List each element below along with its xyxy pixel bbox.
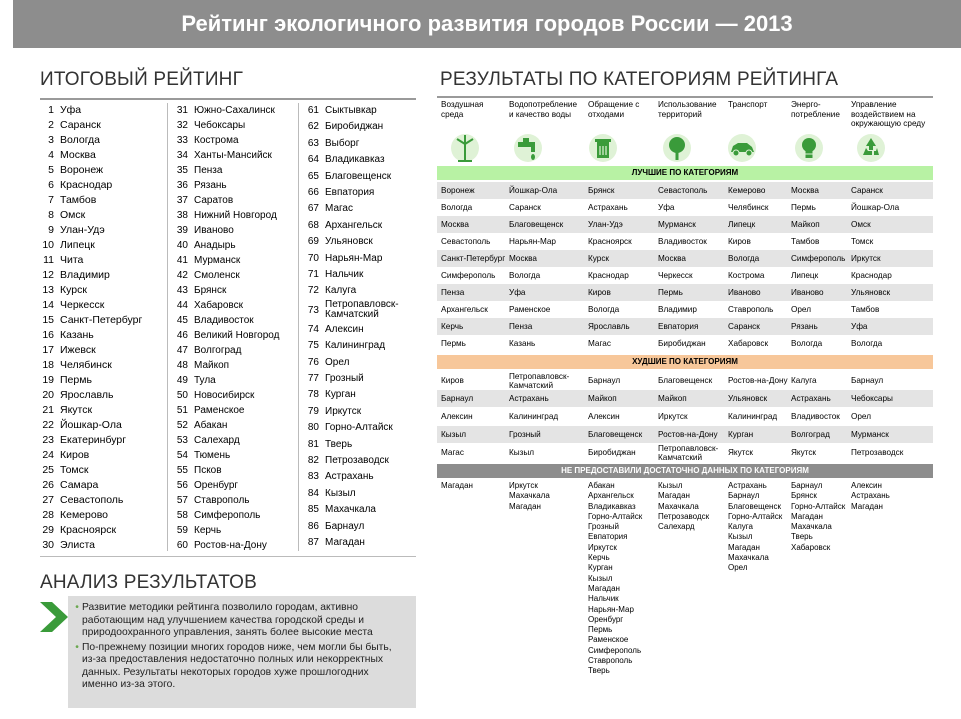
category-header: Использование территорий: [658, 100, 717, 119]
page-title: Рейтинг экологичного развития городов России — 2013: [181, 11, 793, 36]
ranking-item: 87 Магадан: [307, 537, 365, 548]
ranking-item: 20 Ярославль: [42, 389, 114, 401]
ranking-bottom-rule: [40, 556, 416, 557]
table-cell: Рязань: [791, 322, 818, 331]
table-cell: Красноярск: [588, 237, 632, 246]
table-cell: Москва: [791, 186, 819, 195]
ranking-item: 84 Кызыл: [307, 487, 356, 499]
insufficient-data-column: [728, 481, 782, 574]
list-item: Магадан: [441, 481, 473, 490]
ranking-item: 19 Пермь: [42, 374, 92, 386]
list-item: Тверь: [791, 532, 813, 542]
ranking-item: 83 Астрахань: [307, 471, 374, 483]
table-cell: Ульяновск: [728, 394, 768, 403]
table-cell: Кострома: [728, 271, 765, 280]
category-results-rule: [437, 96, 933, 98]
table-cell: Казань: [509, 339, 536, 348]
table-cell: Мурманск: [658, 220, 696, 229]
table-cell: Астрахань: [588, 203, 628, 212]
insufficient-data-column: [509, 481, 550, 512]
list-item: Горно-Алтайск: [588, 511, 643, 521]
ranking-item: 73Петропавловск-Камчатский: [307, 299, 399, 321]
table-cell: Вологда: [509, 271, 541, 280]
table-cell: Майкоп: [791, 220, 820, 229]
table-cell: Керчь: [441, 322, 464, 331]
category-header: Воздушная среда: [441, 100, 484, 119]
insufficient-data-column: [441, 481, 473, 491]
list-item: Магадан: [658, 491, 690, 501]
list-item: Горно-Алтайск: [791, 501, 846, 511]
table-cell: Архангельск: [441, 305, 488, 314]
category-results-title: РЕЗУЛЬТАТЫ ПО КАТЕГОРИЯМ РЕЙТИНГА: [440, 69, 839, 90]
table-row: [437, 426, 933, 443]
ranking-item: 56 Оренбург: [176, 480, 239, 491]
list-item: Кызыл: [658, 481, 683, 490]
category-header: Водопотребление и качество воды: [509, 100, 578, 119]
table-cell: Владивосток: [791, 412, 840, 421]
table-cell: Краснодар: [588, 271, 629, 280]
table-cell: Кызыл: [441, 430, 467, 439]
list-item: Петрозаводск: [658, 511, 710, 521]
ranking-item: 16 Казань: [42, 329, 94, 341]
table-cell: Омск: [851, 220, 871, 229]
table-cell: Грозный: [509, 430, 541, 439]
table-cell: Вологда: [728, 254, 760, 263]
table-row: [437, 408, 933, 425]
table-cell: Орел: [851, 412, 871, 421]
analysis-bullet: • По-прежнему позиции многих городов ниже, чем могли бы быть, из-за предоставления недостаточно полных или некорректных данных. Результаты некоторых городов хуже прошлогодних именно из-за этого.: [75, 641, 392, 690]
ranking-item: 59 Керчь: [176, 525, 222, 536]
table-cell: Владимир: [658, 305, 697, 314]
ranking-column-divider: [167, 103, 168, 551]
table-cell: Кызыл: [509, 448, 535, 457]
insufficient-data-column: [658, 481, 709, 532]
ranking-item: 43 Брянск: [176, 285, 227, 296]
best-by-category-band: ЛУЧШИЕ ПО КАТЕГОРИЯМ: [437, 166, 933, 180]
table-cell: Ульяновск: [851, 288, 891, 297]
list-item: Астрахань: [851, 491, 890, 501]
table-cell: Воронеж: [441, 186, 475, 195]
ranking-item: 40 Анадырь: [176, 240, 236, 251]
list-item: Симферополь: [588, 645, 642, 655]
ranking-item: 81 Тверь: [307, 438, 353, 450]
table-cell: Пермь: [441, 339, 466, 348]
table-row: [437, 267, 933, 284]
list-item: Пермь: [588, 625, 613, 635]
table-cell: Якутск: [791, 448, 817, 457]
ranking-item: 26 Самара: [42, 479, 99, 491]
ranking-item: 31 Южно-Сахалинск: [176, 105, 275, 116]
table-cell: Ростов-на-Дону: [728, 376, 788, 385]
list-item: Кызыл: [728, 532, 753, 542]
table-cell: Томск: [851, 237, 874, 246]
table-cell: Алексин: [588, 412, 620, 421]
table-cell: Раменское: [509, 305, 551, 314]
table-row: [437, 284, 933, 301]
table-cell: Барнаул: [588, 376, 621, 385]
table-row: [437, 301, 933, 318]
table-row: [437, 233, 933, 250]
table-row: [437, 390, 933, 407]
table-cell: Благовещенск: [509, 220, 564, 229]
table-cell: Астрахань: [509, 394, 549, 403]
table-cell: Благовещенск: [588, 430, 643, 439]
table-cell: Биробиджан: [658, 339, 706, 348]
ranking-item: 6 Краснодар: [48, 179, 113, 191]
table-cell: Курск: [588, 254, 610, 263]
ranking-item: 75 Калининград: [307, 340, 386, 352]
table-cell: Петропавловск-Камчатский: [509, 372, 570, 390]
list-item: Магадан: [851, 501, 883, 511]
list-item: Грозный: [588, 522, 619, 532]
ranking-item: 10 Липецк: [42, 239, 95, 251]
list-item: Салехард: [658, 522, 695, 532]
ranking-item: 35 Пенза: [176, 165, 223, 176]
ranking-item: 55 Псков: [176, 465, 222, 476]
ranking-item: 15 Санкт-Петербург: [42, 314, 143, 326]
list-item: Керчь: [588, 553, 610, 563]
ranking-item: 9 Улан-Удэ: [48, 224, 105, 236]
list-item: Иркутск: [588, 542, 617, 552]
table-cell: Ростов-на-Дону: [658, 430, 718, 439]
table-cell: Владивосток: [658, 237, 707, 246]
recycle-bin-icon: [588, 133, 618, 163]
table-cell: Нарьян-Мар: [509, 237, 556, 246]
category-header: Обращение с отходами: [588, 100, 640, 119]
insufficient-data-column: [851, 481, 890, 512]
table-cell: Симферополь: [791, 254, 846, 263]
ranking-item: 44 Хабаровск: [176, 300, 243, 311]
table-cell: Калининград: [509, 412, 559, 421]
ranking-item: 3 Вологда: [48, 134, 101, 146]
table-cell: Кемерово: [728, 186, 766, 195]
table-cell: Магас: [441, 448, 464, 457]
ranking-item: 38 Нижний Новгород: [176, 210, 277, 221]
list-item: Хабаровск: [791, 542, 831, 552]
table-row: [437, 199, 933, 216]
ranking-item: 49 Тула: [176, 375, 216, 386]
analysis-title: АНАЛИЗ РЕЗУЛЬТАТОВ: [40, 572, 257, 593]
ranking-item: 58 Симферополь: [176, 510, 261, 521]
table-cell: Биробиджан: [588, 448, 636, 457]
list-item: Магадан: [509, 501, 541, 511]
ranking-item: 46 Великий Новгород: [176, 330, 280, 341]
ranking-item: 57 Ставрополь: [176, 495, 250, 506]
ranking-item: 13 Курск: [42, 284, 87, 296]
ranking-item: 39 Иваново: [176, 225, 234, 236]
ranking-item: 66 Евпатория: [307, 187, 375, 198]
category-header: Энерго- потребление: [791, 100, 840, 119]
list-item: Ставрополь: [588, 656, 633, 666]
table-cell: Благовещенск: [658, 376, 713, 385]
table-cell: Мурманск: [851, 430, 889, 439]
analysis-box: [68, 596, 416, 708]
table-cell: Саранск: [728, 322, 760, 331]
list-item: Владикавказ: [588, 501, 636, 511]
wind-turbine-icon: [450, 133, 480, 163]
ranking-item: 86 Барнаул: [307, 520, 365, 532]
list-item: Орел: [728, 563, 748, 573]
table-cell: Ярославль: [588, 322, 630, 331]
ranking-item: 61 Сыктывкар: [307, 105, 377, 116]
table-cell: Киров: [588, 288, 611, 297]
ranking-item: 47 Волгоград: [176, 345, 242, 356]
list-item: Кызыл: [588, 573, 613, 583]
list-item: Горно-Алтайск: [728, 511, 783, 521]
ranking-item: 29 Красноярск: [42, 524, 117, 536]
table-cell: Иваново: [791, 288, 824, 297]
table-row: [437, 318, 933, 335]
table-cell: Ставрополь: [728, 305, 774, 314]
ranking-item: 50 Новосибирск: [176, 390, 255, 401]
list-item: Махачкала: [791, 522, 832, 532]
ranking-item: 62 Биробиджан: [307, 121, 384, 133]
ranking-item: 67 Магас: [307, 203, 353, 215]
table-cell: Астрахань: [791, 394, 831, 403]
ranking-item: 52 Абакан: [176, 420, 228, 431]
table-cell: Вологда: [851, 339, 883, 348]
ranking-column-divider: [298, 103, 299, 551]
ranking-item: 65 Благовещенск: [307, 170, 392, 182]
list-item: Алексин: [851, 481, 882, 490]
worst-by-category-band: ХУДШИЕ ПО КАТЕГОРИЯМ: [437, 355, 933, 369]
table-cell: Саранск: [509, 203, 541, 212]
ranking-item: 14 Черкесск: [42, 299, 105, 311]
ranking-item: 51 Раменское: [176, 405, 245, 416]
ranking-item: 24 Киров: [42, 449, 90, 461]
table-cell: Брянск: [588, 186, 615, 195]
table-cell: Вологда: [441, 203, 473, 212]
ranking-item: 71 Нальчик: [307, 269, 364, 280]
ranking-item: 80 Горно-Алтайск: [307, 422, 393, 434]
ranking-item: 77 Грозный: [307, 373, 364, 384]
list-item: Архангельск: [588, 491, 634, 501]
insufficient-data-band: НЕ ПРЕДОСТАВИЛИ ДОСТАТОЧНО ДАННЫХ ПО КАТЕГОРИЯМ: [437, 464, 933, 478]
table-cell: Якутск: [728, 448, 754, 457]
list-item: Махачкала: [509, 491, 550, 501]
table-cell: Пенза: [509, 322, 533, 331]
ranking-item: 12 Владимир: [42, 269, 110, 281]
ranking-item: 2 Саранск: [48, 119, 101, 131]
insufficient-data-column: [791, 481, 845, 553]
ranking-item: 23 Екатеринбург: [42, 434, 127, 446]
ranking-item: 22 Йошкар-Ола: [42, 419, 122, 431]
table-cell: Курган: [728, 430, 754, 439]
table-row: [437, 182, 933, 199]
table-cell: Калининград: [728, 412, 778, 421]
table-cell: Уфа: [851, 322, 868, 331]
ranking-item: 30 Элиста: [42, 539, 95, 551]
table-cell: Уфа: [509, 288, 526, 297]
table-cell: Севастополь: [658, 186, 708, 195]
ranking-item: 4 Москва: [48, 149, 96, 161]
table-cell: Тамбов: [791, 237, 820, 246]
list-item: Барнаул: [791, 481, 823, 490]
table-cell: Киров: [441, 376, 464, 385]
ranking-item: 60 Ростов-на-Дону: [176, 540, 267, 551]
table-cell: Волгоград: [791, 430, 830, 439]
ranking-item: 37 Саратов: [176, 195, 234, 206]
table-cell: Липецк: [728, 220, 756, 229]
table-cell: Калуга: [791, 376, 817, 385]
list-item: Абакан: [588, 481, 615, 490]
ranking-item: 72 Калуга: [307, 285, 357, 297]
table-row: [437, 250, 933, 267]
list-item: Махачкала: [728, 553, 769, 563]
ranking-item: 74 Алексин: [307, 323, 364, 335]
table-cell: Евпатория: [658, 322, 699, 331]
list-item: Магадан: [791, 511, 823, 521]
table-cell: Иваново: [728, 288, 761, 297]
list-item: Магадан: [728, 542, 760, 552]
list-item: Нарьян-Мар: [588, 604, 634, 614]
table-cell: Вологда: [588, 305, 620, 314]
list-item: Магадан: [588, 583, 620, 593]
table-cell: Иркутск: [658, 412, 688, 421]
table-cell: Санкт-Петербург: [441, 254, 506, 263]
car-icon: [727, 133, 757, 163]
table-cell: Вологда: [791, 339, 823, 348]
table-cell: Пермь: [658, 288, 683, 297]
ranking-item: 7 Тамбов: [48, 194, 97, 206]
list-item: Тверь: [588, 666, 610, 676]
list-item: Оренбург: [588, 614, 624, 624]
table-row: [437, 216, 933, 233]
table-cell: Йошкар-Ола: [509, 186, 558, 195]
ranking-item: 48 Майкоп: [176, 360, 230, 371]
table-cell: Москва: [658, 254, 686, 263]
table-cell: Иркутск: [851, 254, 881, 263]
list-item: Астрахань: [728, 481, 767, 490]
table-cell: Пенза: [441, 288, 465, 297]
table-row: [437, 372, 933, 389]
table-cell: Барнаул: [441, 394, 474, 403]
list-item: Благовещенск: [728, 501, 781, 511]
table-cell: Алексин: [441, 412, 473, 421]
ranking-item: 78 Курган: [307, 389, 356, 401]
ranking-item: 28 Кемерово: [42, 509, 108, 521]
list-item: Брянск: [791, 491, 817, 501]
ranking-item: 64 Владикавказ: [307, 154, 385, 166]
ranking-item: 18 Челябинск: [42, 359, 112, 371]
table-cell: Симферополь: [441, 271, 496, 280]
ranking-item: 11 Чита: [43, 254, 84, 266]
ranking-item: 82 Петрозаводск: [307, 455, 389, 466]
ranking-item: 54 Тюмень: [176, 450, 231, 461]
table-cell: Липецк: [791, 271, 819, 280]
table-cell: Орел: [791, 305, 811, 314]
ranking-item: 27 Севастополь: [42, 494, 124, 506]
category-header: Управление воздействием на окружающую среду: [851, 100, 926, 128]
list-item: Раменское: [588, 635, 629, 645]
ranking-item: 69 Ульяновск: [307, 236, 373, 248]
light-bulb-icon: [794, 133, 824, 163]
list-item: Махачкала: [658, 501, 699, 511]
ranking-item: 70 Нарьян-Мар: [307, 252, 383, 264]
table-cell: Киров: [728, 237, 751, 246]
table-row: [437, 335, 933, 352]
table-row: [437, 444, 933, 461]
ranking-item: 25 Томск: [42, 464, 89, 476]
ranking-item: 53 Салехард: [176, 435, 240, 446]
water-tap-icon: [513, 133, 543, 163]
ranking-item: 21 Якутск: [42, 404, 93, 416]
tree-icon: [662, 133, 692, 163]
analysis-bullet: • Развитие методики рейтинга позволило городам, активно работающим над улучшением качества городской среды и природоохранного управления, занять более высокие места: [75, 602, 373, 638]
list-item: Евпатория: [588, 532, 628, 542]
table-cell: Майкоп: [588, 394, 617, 403]
ranking-item: 76 Орел: [307, 356, 350, 368]
list-item: Калуга: [728, 522, 753, 532]
table-cell: Черкесск: [658, 271, 693, 280]
chevron-right-icon: [38, 600, 72, 634]
list-item: Иркутск: [509, 481, 538, 490]
overall-ranking-rule: [40, 98, 416, 100]
table-cell: Уфа: [658, 203, 675, 212]
list-item: Курган: [588, 563, 613, 573]
ranking-item: 45 Владивосток: [176, 315, 254, 326]
table-cell: Москва: [509, 254, 537, 263]
table-cell: Майкоп: [658, 394, 687, 403]
page-header: [13, 0, 961, 48]
table-cell: Петропавловск-Камчатский: [658, 444, 719, 462]
insufficient-data-column: [588, 481, 642, 677]
ranking-item: 42 Смоленск: [176, 270, 240, 281]
category-header: Транспорт: [728, 100, 768, 109]
table-cell: Хабаровск: [728, 339, 769, 348]
ranking-item: 68 Архангельск: [307, 219, 383, 231]
ranking-item: 63 Выборг: [307, 137, 360, 149]
table-cell: Севастополь: [441, 237, 491, 246]
ranking-item: 5 Воронеж: [48, 164, 104, 176]
table-cell: Йошкар-Ола: [851, 203, 900, 212]
ranking-item: 85 Махачкала: [307, 504, 376, 516]
ranking-item: 17 Ижевск: [42, 344, 96, 356]
ranking-item: 79 Иркутск: [307, 405, 362, 417]
table-cell: Саранск: [851, 186, 883, 195]
ranking-item: 36 Рязань: [176, 180, 227, 191]
table-cell: Краснодар: [851, 271, 892, 280]
table-cell: Москва: [441, 220, 469, 229]
overall-ranking-title: ИТОГОВЫЙ РЕЙТИНГ: [40, 69, 244, 90]
ranking-item: 8 Омск: [48, 209, 86, 221]
table-cell: Магас: [588, 339, 611, 348]
ranking-item: 34 Ханты-Мансийск: [176, 150, 272, 161]
table-cell: Улан-Удэ: [588, 220, 623, 229]
ranking-item: 32 Чебоксары: [176, 120, 246, 131]
ranking-item: 1 Уфа: [48, 104, 82, 116]
table-cell: Пермь: [791, 203, 816, 212]
table-cell: Петрозаводск: [851, 448, 904, 457]
list-item: Нальчик: [588, 594, 619, 604]
table-cell: Чебоксары: [851, 394, 893, 403]
table-cell: Челябинск: [728, 203, 769, 212]
ranking-item: 33 Кострома: [176, 135, 239, 146]
table-cell: Барнаул: [851, 376, 884, 385]
table-cell: Тамбов: [851, 305, 880, 314]
list-item: Барнаул: [728, 491, 760, 501]
recycle-icon: [856, 133, 886, 163]
ranking-item: 41 Мурманск: [176, 255, 241, 266]
